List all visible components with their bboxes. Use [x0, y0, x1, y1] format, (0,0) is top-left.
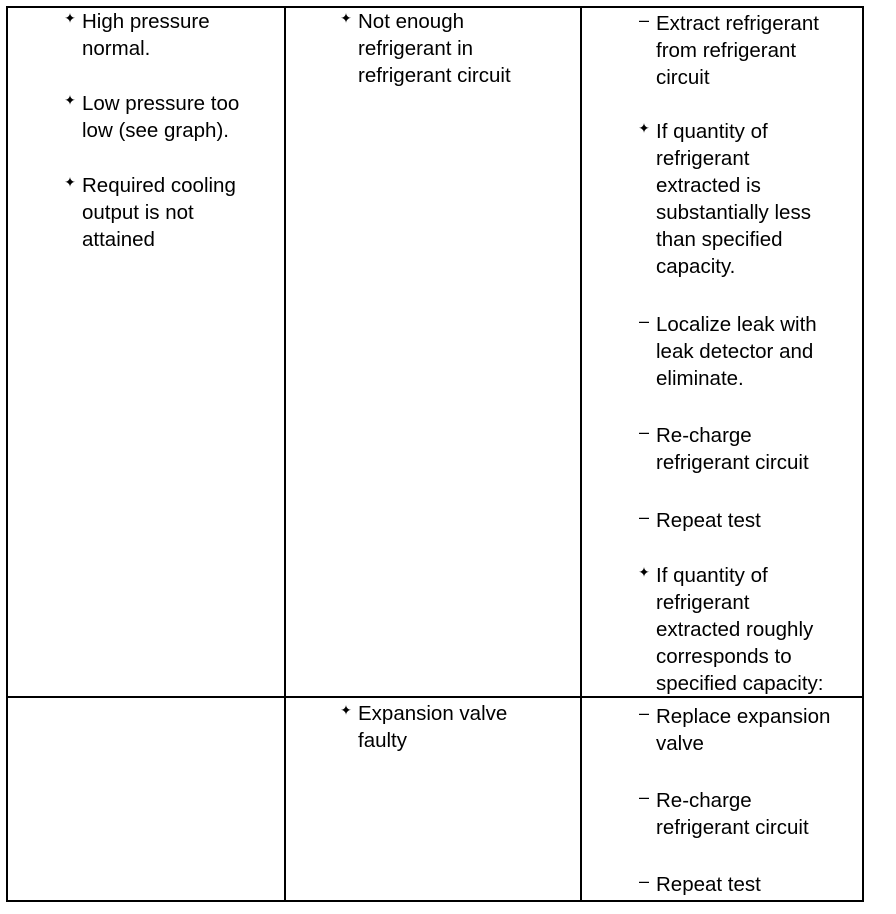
remedy-item: [636, 787, 809, 841]
diamond-bullet-icon: ✦: [64, 92, 76, 108]
diamond-bullet-icon: ✦: [340, 10, 352, 26]
remedy-text: Extract refrigerant from refrigerant circuit: [656, 12, 819, 89]
cause-text: Not enough refrigerant in refrigerant circuit: [358, 10, 511, 87]
symptom-text: High pressure normal.: [82, 10, 210, 60]
dash-bullet-icon: –: [638, 10, 649, 30]
symptom-text: Required cooling output is not attained: [82, 174, 236, 251]
remedy-item: [636, 562, 824, 697]
remedy-text: Replace expansion valve: [656, 705, 831, 755]
remedy-text: If quantity of refrigerant extracted is substantially less than specified capacity.: [656, 120, 811, 278]
cause-item: [338, 700, 507, 754]
diamond-bullet-icon: ✦: [64, 174, 76, 190]
dash-bullet-icon: –: [638, 507, 649, 527]
remedy-item: [636, 871, 761, 898]
table-border-left: [6, 6, 8, 902]
cause-text: Expansion valve faulty: [358, 702, 508, 752]
remedy-item: [636, 10, 819, 91]
remedy-text: Re-charge refrigerant circuit: [656, 424, 809, 474]
symptom-text: Low pressure too low (see graph).: [82, 92, 240, 142]
dash-bullet-icon: –: [638, 871, 649, 891]
cause-item: [338, 8, 511, 89]
diamond-bullet-icon: ✦: [638, 564, 650, 580]
remedy-text: Localize leak with leak detector and eliminate.: [656, 313, 817, 390]
diamond-bullet-icon: ✦: [638, 120, 650, 136]
remedy-text: Repeat test: [656, 873, 761, 896]
remedy-item: [636, 422, 809, 476]
remedy-item: [636, 118, 811, 280]
remedy-text: Repeat test: [656, 509, 761, 532]
diamond-bullet-icon: ✦: [340, 702, 352, 718]
table-border-bottom: [6, 900, 864, 902]
remedy-text: If quantity of refrigerant extracted roughly corresponds to specified capacity:: [656, 564, 824, 695]
dash-bullet-icon: –: [638, 787, 649, 807]
remedy-item: [636, 703, 830, 757]
remedy-item: [636, 507, 761, 534]
table-divider-col2: [580, 6, 582, 902]
dash-bullet-icon: –: [638, 422, 649, 442]
symptom-item: [62, 172, 236, 253]
diamond-bullet-icon: ✦: [64, 10, 76, 26]
symptom-item: [62, 90, 239, 144]
remedy-item: [636, 311, 817, 392]
dash-bullet-icon: –: [638, 703, 649, 723]
remedy-text: Re-charge refrigerant circuit: [656, 789, 809, 839]
dash-bullet-icon: –: [638, 311, 649, 331]
table-border-right: [862, 6, 864, 902]
symptom-item: [62, 8, 210, 62]
table-divider-col1: [284, 6, 286, 902]
